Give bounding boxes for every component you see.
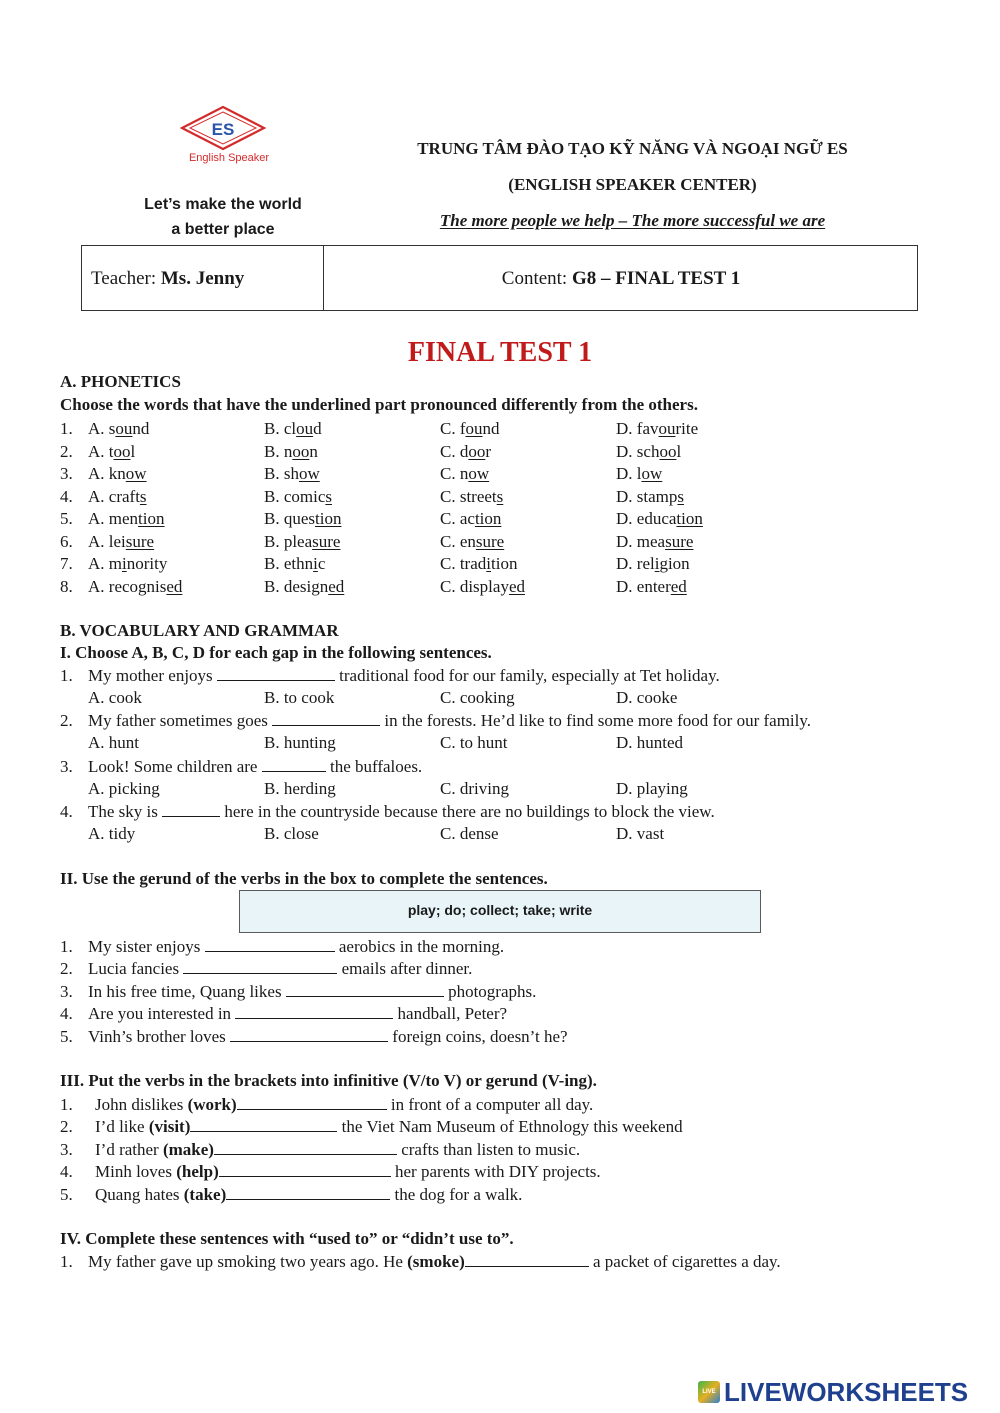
answer-option[interactable]: C. found xyxy=(440,419,500,438)
teacher-label: Teacher: xyxy=(91,268,161,289)
underlined-part: sure xyxy=(475,532,505,551)
underlined-part: i xyxy=(486,554,492,573)
answer-blank[interactable] xyxy=(237,1095,387,1110)
answer-option[interactable]: C. to hunt xyxy=(440,733,508,752)
underlined-part: oo xyxy=(292,442,310,461)
page-title: FINAL TEST 1 xyxy=(407,337,593,368)
answer-blank[interactable] xyxy=(205,937,335,952)
answer-blank[interactable] xyxy=(162,802,220,817)
question-text: Minh loves (help) her parents with DIY projects. xyxy=(95,1162,601,1181)
underlined-part: tion xyxy=(138,509,165,528)
answer-blank[interactable] xyxy=(272,711,380,726)
underlined-part: ou xyxy=(115,419,133,438)
answer-blank[interactable] xyxy=(183,959,337,974)
answer-blank[interactable] xyxy=(214,1140,397,1155)
answer-blank[interactable] xyxy=(465,1252,589,1267)
verb-hint: (work) xyxy=(187,1095,237,1114)
question-text: My mother enjoys traditional food for our family, especially at Tet holiday. xyxy=(88,666,720,685)
question-number: 2. xyxy=(60,1117,73,1136)
answer-blank[interactable] xyxy=(190,1117,337,1132)
underlined-part: sure xyxy=(125,532,155,551)
underlined-part: ou xyxy=(296,419,314,438)
answer-option[interactable]: C. now xyxy=(440,464,490,483)
answer-option[interactable]: B. noon xyxy=(264,442,318,461)
teacher-cell xyxy=(91,268,244,290)
center-name: TRUNG TÂM ĐÀO TẠO KỸ NĂNG VÀ NGOẠI NGỮ ES xyxy=(417,139,848,158)
question-text: Vinh’s brother loves foreign coins, doesn’t he? xyxy=(88,1027,568,1046)
answer-option[interactable]: A. cook xyxy=(88,688,142,707)
underlined-part: ow xyxy=(641,464,663,483)
motto xyxy=(340,211,925,231)
motto-text: The more people we help – The more successful we are xyxy=(439,211,826,230)
answer-option[interactable]: D. religion xyxy=(616,554,690,573)
verb-hint: (help) xyxy=(176,1162,219,1181)
answer-option[interactable]: D. playing xyxy=(616,779,688,798)
underlined-part: s xyxy=(496,487,504,506)
underlined-part: oo xyxy=(113,442,131,461)
answer-option[interactable]: A. minority xyxy=(88,554,168,573)
question-number: 5. xyxy=(60,509,73,528)
question-text: I’d like (visit) the Viet Nam Museum of Ethnology this weekend xyxy=(95,1117,683,1136)
content-label: Content: xyxy=(501,268,572,289)
answer-option[interactable]: C. door xyxy=(440,442,492,461)
question-number: 4. xyxy=(60,487,73,506)
word-box-text: play; do; collect; take; write xyxy=(407,902,593,918)
answer-option[interactable]: A. tool xyxy=(88,442,136,461)
word-box xyxy=(239,890,761,933)
verb-hint: (visit) xyxy=(148,1117,191,1136)
answer-blank[interactable] xyxy=(217,666,335,681)
answer-option[interactable]: C. streets xyxy=(440,487,504,506)
underlined-part: ou xyxy=(658,419,676,438)
answer-option[interactable]: B. comics xyxy=(264,487,333,506)
underlined-part: oo xyxy=(659,442,677,461)
answer-option[interactable]: D. school xyxy=(616,442,682,461)
vocab-heading: B. VOCABULARY AND GRAMMAR xyxy=(60,621,339,640)
question-number: 6. xyxy=(60,532,73,551)
verb-hint: (make) xyxy=(162,1140,214,1159)
answer-option[interactable]: A. picking xyxy=(88,779,160,798)
answer-option[interactable]: C. action xyxy=(440,509,502,528)
answer-option[interactable]: B. designed xyxy=(264,577,345,596)
question-number: 3. xyxy=(60,982,73,1001)
question-number: 4. xyxy=(60,1004,73,1023)
slogan xyxy=(118,192,328,242)
answer-option[interactable]: B. cloud xyxy=(264,419,322,438)
underlined-part: i xyxy=(313,554,318,573)
content-cell xyxy=(325,268,917,290)
answer-option[interactable]: B. pleasure xyxy=(264,532,341,551)
question-text: Quang hates (take) the dog for a walk. xyxy=(95,1185,523,1204)
answer-blank[interactable] xyxy=(219,1162,391,1177)
slogan-line-2: a better place xyxy=(171,221,275,238)
question-text: John dislikes (work) in front of a computer all day. xyxy=(95,1095,594,1114)
answer-option[interactable]: D. stamps xyxy=(616,487,685,506)
underlined-part: tion xyxy=(676,509,703,528)
underlined-part: sure xyxy=(665,532,694,551)
answer-option[interactable]: B. show xyxy=(264,464,320,483)
question-number: 2. xyxy=(60,959,73,978)
answer-option[interactable]: D. measure xyxy=(616,532,694,551)
part4-instruction: IV. Complete these sentences with “used to” or “didn’t use to”. xyxy=(60,1229,514,1248)
question-text: I’d rather (make) crafts than listen to music. xyxy=(95,1140,581,1159)
answer-option[interactable]: D. low xyxy=(616,464,663,483)
phonetics-instruction: Choose the words that have the underlined part pronounced differently from the others. xyxy=(60,395,698,414)
question-number: 8. xyxy=(60,577,73,596)
answer-blank[interactable] xyxy=(286,982,444,997)
center-subtitle: (ENGLISH SPEAKER CENTER) xyxy=(508,175,757,194)
teacher-name: Ms. Jenny xyxy=(160,268,245,289)
answer-blank[interactable] xyxy=(226,1185,390,1200)
answer-blank[interactable] xyxy=(262,757,326,772)
underlined-part: i xyxy=(122,554,127,573)
logo-caption: English Speaker xyxy=(188,152,270,164)
answer-option[interactable]: D. education xyxy=(616,509,703,528)
underlined-part: ed xyxy=(670,577,687,596)
answer-option[interactable]: D. cooke xyxy=(616,688,678,707)
brand-text: LIVEWORKSHEETS xyxy=(724,1377,969,1407)
answer-option[interactable]: B. question xyxy=(264,509,342,528)
question-number: 3. xyxy=(60,1140,73,1159)
question-number: 1. xyxy=(60,937,73,956)
underlined-part: ow xyxy=(468,464,490,483)
question-text: Look! Some children are the buffaloes. xyxy=(88,757,423,776)
answer-option[interactable]: A. leisure xyxy=(88,532,155,551)
underlined-part: i xyxy=(654,554,660,573)
answer-option[interactable]: B. hunting xyxy=(264,733,336,752)
underlined-part: s xyxy=(325,487,333,506)
part2-instruction: II. Use the gerund of the verbs in the box to complete the sentences. xyxy=(60,869,548,888)
answer-option[interactable]: C. tradition xyxy=(440,554,518,573)
answer-option[interactable]: C. ensure xyxy=(440,532,505,551)
part1-instruction: I. Choose A, B, C, D for each gap in the following sentences. xyxy=(60,643,492,662)
question-number: 2. xyxy=(60,711,73,730)
question-text: In his free time, Quang likes photographs. xyxy=(88,982,537,1001)
answer-option[interactable]: A. hunt xyxy=(88,733,139,752)
underlined-part: sure xyxy=(312,532,341,551)
underlined-part: s xyxy=(139,487,147,506)
answer-option[interactable]: B. ethnic xyxy=(264,554,326,573)
answer-option[interactable]: A. sound xyxy=(88,419,150,438)
answer-option[interactable]: D. vast xyxy=(616,824,665,843)
answer-option[interactable]: A. know xyxy=(88,464,147,483)
question-text: Lucia fancies emails after dinner. xyxy=(88,959,473,978)
answer-blank[interactable] xyxy=(230,1027,388,1042)
verb-hint: (smoke) xyxy=(407,1252,465,1271)
answer-option[interactable]: B. herding xyxy=(264,779,336,798)
underlined-part: ed xyxy=(166,577,183,596)
question-text: My father sometimes goes in the forests. He’d like to find some more food for our family. xyxy=(88,711,812,730)
part3-instruction: III. Put the verbs in the brackets into infinitive (V/to V) or gerund (V-ing). xyxy=(60,1071,597,1090)
underlined-part: tion xyxy=(315,509,342,528)
answer-option[interactable]: A. tidy xyxy=(88,824,136,843)
answer-option[interactable]: A. mention xyxy=(88,509,165,528)
answer-option[interactable]: B. to cook xyxy=(264,688,335,707)
answer-option[interactable]: A. crafts xyxy=(88,487,147,506)
answer-option[interactable]: D. favourite xyxy=(616,419,699,438)
question-number: 1. xyxy=(60,666,73,685)
question-number: 3. xyxy=(60,757,73,776)
question-number: 1. xyxy=(60,1252,73,1271)
question-text: My father gave up smoking two years ago. He (smoke) a packet of cigarettes a day. xyxy=(88,1252,781,1271)
underlined-part: tion xyxy=(474,509,502,528)
slogan-line-1: Let’s make the world xyxy=(144,196,302,213)
answer-blank[interactable] xyxy=(235,1004,393,1019)
answer-option[interactable]: D. entered xyxy=(616,577,687,596)
question-number: 2. xyxy=(60,442,73,461)
question-number: 1. xyxy=(60,419,73,438)
brand-badge-icon: LIVE xyxy=(698,1381,720,1403)
question-number: 4. xyxy=(60,802,73,821)
underlined-part: ed xyxy=(328,577,345,596)
underlined-part: ou xyxy=(465,419,483,438)
underlined-part: s xyxy=(677,487,685,506)
logo-diamond-icon xyxy=(176,104,286,168)
question-number: 3. xyxy=(60,464,73,483)
question-text: My sister enjoys aerobics in the morning. xyxy=(88,937,505,956)
content-value: G8 – FINAL TEST 1 xyxy=(571,268,741,289)
answer-option[interactable]: C. dense xyxy=(440,824,499,843)
verb-hint: (take) xyxy=(183,1185,227,1204)
underlined-part: oo xyxy=(468,442,486,461)
phonetics-heading: A. PHONETICS xyxy=(60,372,181,391)
logo xyxy=(176,104,286,168)
info-table xyxy=(81,245,918,311)
question-number: 4. xyxy=(60,1162,73,1181)
question-number: 5. xyxy=(60,1185,73,1204)
answer-option[interactable]: B. close xyxy=(264,824,319,843)
question-text: The sky is here in the countryside because there are no buildings to block the view. xyxy=(88,802,715,821)
logo-text: ES xyxy=(211,120,235,139)
question-number: 7. xyxy=(60,554,73,573)
question-text: Are you interested in handball, Peter? xyxy=(88,1004,508,1023)
question-number: 5. xyxy=(60,1027,73,1046)
underlined-part: ed xyxy=(508,577,525,596)
question-number: 1. xyxy=(60,1095,73,1114)
answer-option[interactable]: D. hunted xyxy=(616,733,684,752)
answer-option[interactable]: C. displayed xyxy=(440,577,525,596)
answer-option[interactable]: A. recognised xyxy=(88,577,183,596)
underlined-part: ow xyxy=(125,464,147,483)
answer-option[interactable]: C. cooking xyxy=(440,688,515,707)
underlined-part: ow xyxy=(298,464,320,483)
answer-option[interactable]: C. driving xyxy=(440,779,509,798)
